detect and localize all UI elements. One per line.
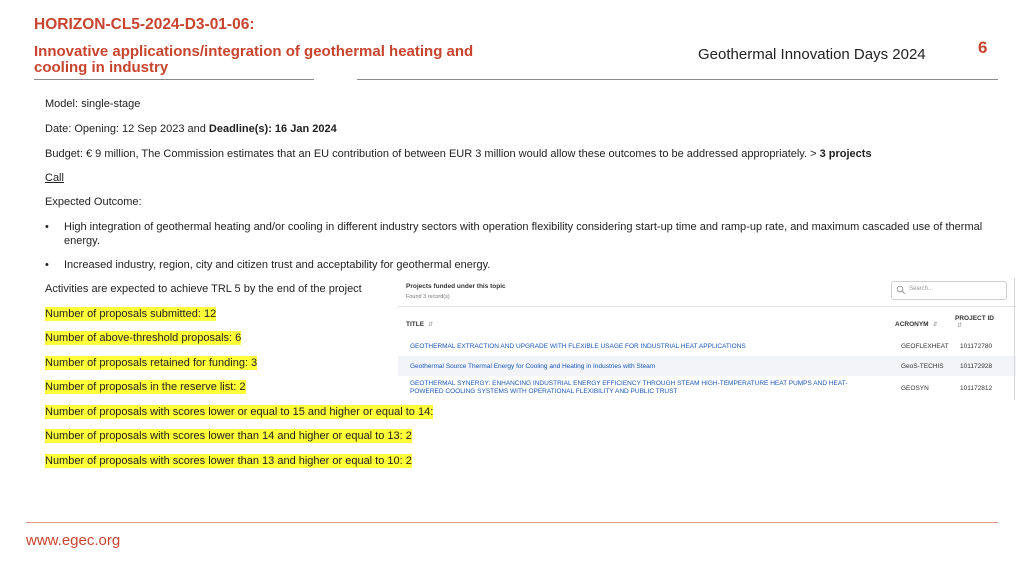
stat-score-13-10-text: Number of proposals with scores lower than 13 and higher or equal to 10: 2 <box>45 455 412 467</box>
stat-above-threshold-text: Number of above-threshold proposals: 6 <box>45 332 242 344</box>
search-icon <box>896 285 906 295</box>
table-row <box>398 376 1016 399</box>
project-acronym: GEOFLEXHEAT <box>901 343 949 350</box>
deadline: Deadline(s): 16 Jan 2024 <box>208 123 337 135</box>
footer-divider <box>26 522 998 523</box>
stat-score-15-14-text: Number of proposals with scores lower or equal to 15 and higher or equal to 14: <box>45 406 434 418</box>
sort-icon: ⇵ <box>957 323 963 329</box>
stat-reserve <box>45 381 246 393</box>
budget-text: Budget: € 9 million, The Commission estimates that an EU contribution of between EUR 3 million would allow these outcomes to be addressed appropriately. > <box>45 148 820 160</box>
column-acronym-label: ACRONYM <box>895 321 929 328</box>
outcome-2: Increased industry, region, city and citizen trust and acceptability for geothermal energy. <box>64 259 491 271</box>
project-id: 101172812 <box>960 385 993 392</box>
footer-url[interactable]: www.egec.org <box>26 532 121 549</box>
stat-reserve-text: Number of proposals in the reserve list: 2 <box>45 381 246 393</box>
sort-icon: ⇵ <box>932 322 938 328</box>
project-acronym: GEOSYN <box>901 385 929 392</box>
stat-score-14-13 <box>45 430 412 442</box>
table-row <box>398 356 1016 376</box>
topic-title: Innovative applications/integration of geothermal heating and cooling in industry <box>34 43 474 76</box>
bullet-1: • <box>45 221 49 233</box>
panel-divider <box>398 306 1016 307</box>
table-row <box>398 336 1016 356</box>
project-title-link[interactable]: GEOTHERMAL SYNERGY: ENHANCING INDUSTRIAL ENERGY EFFICIENCY THROUGH STEAM HIGH-TEMPERATURE HEAT PUMPS AND HEAT-POWERED COOLING SYSTEMS WITH OPERATIONAL FLEXIBILITY AND PUBLIC TRUST <box>410 380 848 395</box>
date-opening: Date: Opening: 12 Sep 2023 and <box>45 123 209 135</box>
records-count: Found 3 record(s) <box>406 294 450 300</box>
projects-panel <box>398 275 1016 399</box>
search-input[interactable] <box>891 281 1007 300</box>
projects-panel-title: Projects funded under this topic <box>406 283 506 290</box>
bullet-2: • <box>45 259 49 271</box>
project-title-link[interactable]: Geothermal Source Thermal Energy for Cooling and Heating in Industries with Steam <box>410 363 656 370</box>
budget-line <box>45 148 872 160</box>
column-acronym[interactable] <box>895 321 938 328</box>
header-divider-left <box>34 79 314 80</box>
stat-submitted-text: Number of proposals submitted: 12 <box>45 308 217 320</box>
page-number: 6 <box>978 38 988 57</box>
topic-code: HORIZON-CL5-2024-D3-01-06: <box>34 16 255 33</box>
column-project-id[interactable] <box>955 315 994 329</box>
budget-projects: 3 projects <box>819 148 872 160</box>
header-divider-right <box>357 79 998 80</box>
event-name: Geothermal Innovation Days 2024 <box>698 46 926 63</box>
search-placeholder: Search... <box>909 286 934 292</box>
stat-score-14-13-text: Number of proposals with scores lower than 14 and higher or equal to 13: 2 <box>45 430 412 442</box>
date-line <box>45 123 337 135</box>
activities-line: Activities are expected to achieve TRL 5 by the end of the project <box>45 283 362 295</box>
model-line: Model: single-stage <box>45 98 141 110</box>
stat-retained <box>45 357 257 369</box>
panel-edge <box>1014 278 1015 400</box>
stat-retained-text: Number of proposals retained for funding: 3 <box>45 357 258 369</box>
stat-score-15-14 <box>45 406 433 418</box>
call-link[interactable]: Call <box>45 172 64 184</box>
project-id: 101172928 <box>960 363 993 370</box>
stat-above-threshold <box>45 332 241 344</box>
outcome-1: High integration of geothermal heating and/or cooling in different industry sectors with operation flexibility considering start-up time and ramp-up rate, and maximum cascaded use of thermal energy. <box>64 221 983 247</box>
project-acronym: GeoS-TECHIS <box>901 363 944 370</box>
project-id: 101172780 <box>960 343 993 350</box>
column-title-label: TITLE <box>406 321 425 328</box>
column-project-id-label: PROJECT ID <box>955 315 995 322</box>
project-title-link[interactable]: GEOTHERMAL EXTRACTION AND UPGRADE WITH FLEXIBLE USAGE FOR INDUSTRIAL HEAT APPLICATIONS <box>410 343 746 350</box>
sort-icon: ⇵ <box>428 322 434 328</box>
stat-score-13-10 <box>45 455 412 467</box>
expected-outcome-label: Expected Outcome: <box>45 196 142 208</box>
column-title[interactable] <box>406 321 433 328</box>
stat-submitted <box>45 308 216 320</box>
